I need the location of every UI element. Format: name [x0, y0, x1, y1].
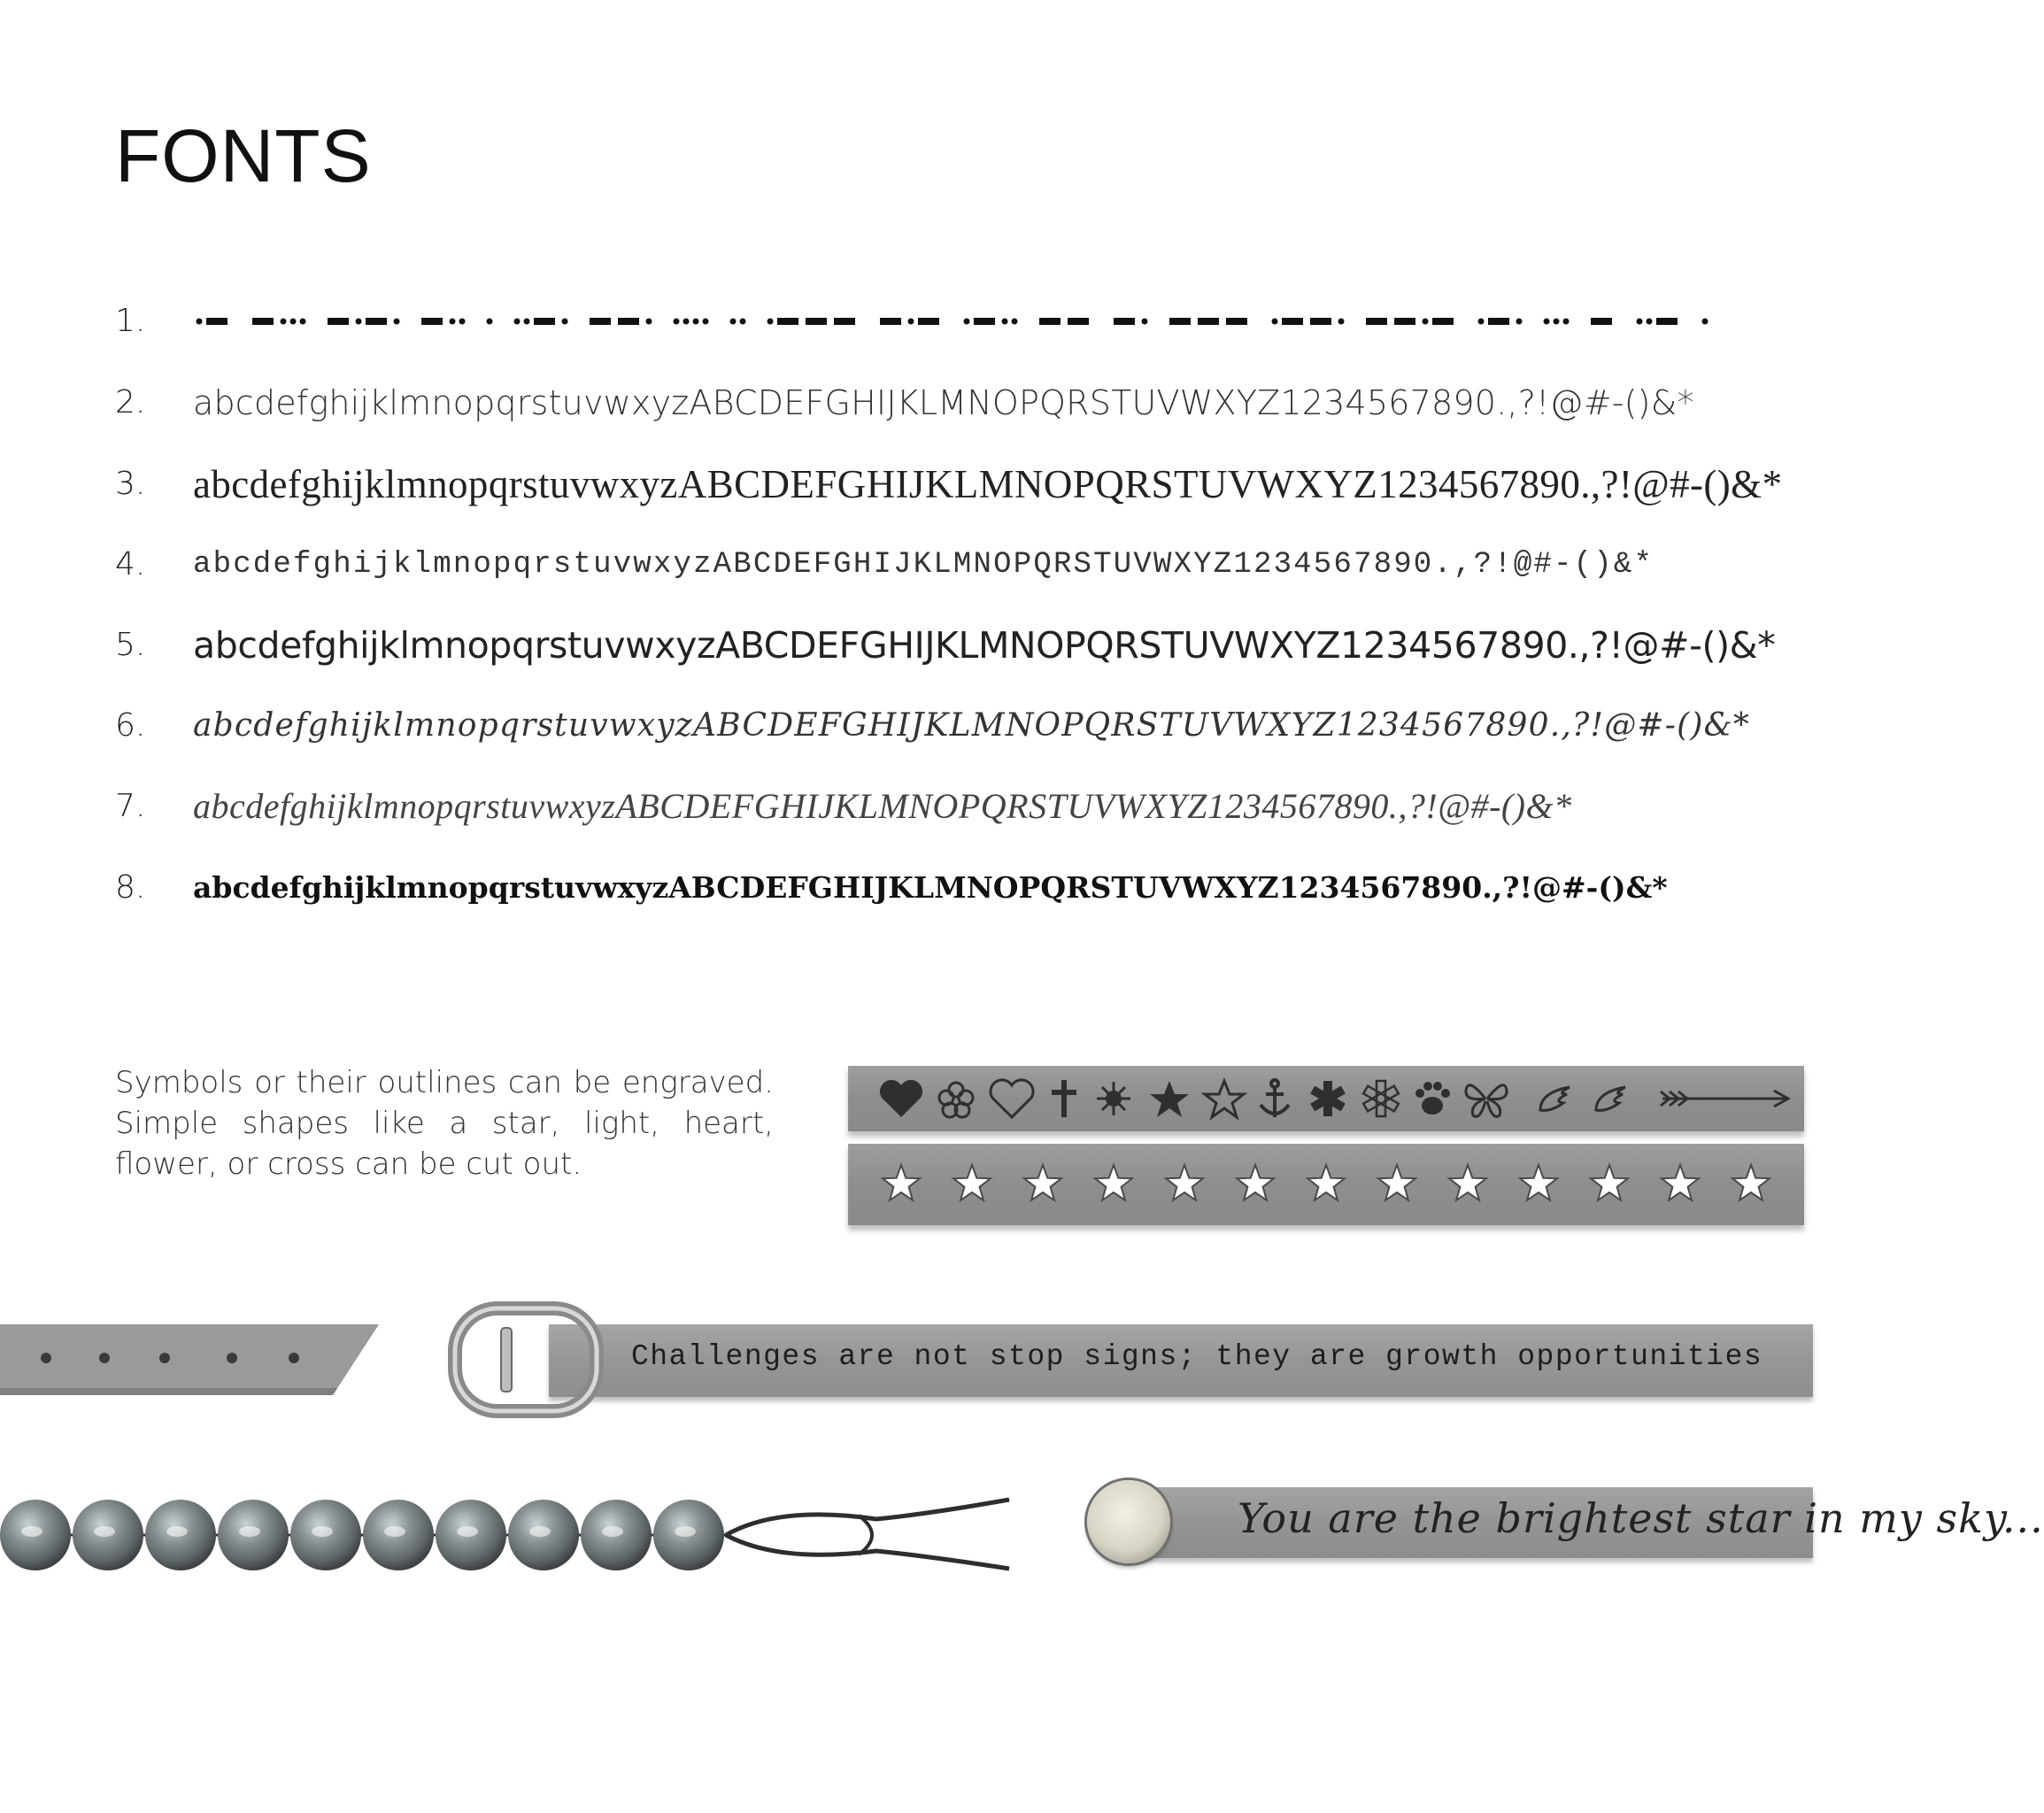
bead-highlight [529, 1526, 551, 1537]
bead-highlight [384, 1526, 405, 1537]
font-sample: abcdefghijklmnopqrstuvwxyzABCDEFGHIJKLMNOPQRSTUVWXYZ1234567890.,?!@#-()&* [193, 548, 1654, 582]
morse-dash [328, 318, 349, 325]
bead-highlight [166, 1526, 188, 1537]
morse-dash [1310, 318, 1331, 325]
morse-dot [683, 319, 690, 325]
morse-dash [1114, 318, 1135, 325]
strap-engraving-text: You are the brightest star in my sky... [1238, 1494, 2044, 1542]
morse-dot [1702, 319, 1708, 325]
morse-dash [974, 318, 995, 325]
sliding-knot-cord [726, 1500, 1009, 1569]
font-number: 2. [115, 384, 146, 420]
flower-icon [939, 1083, 973, 1117]
paw-icon [1415, 1082, 1450, 1115]
medical-star-icon [1310, 1081, 1346, 1116]
star-cutout [1095, 1165, 1132, 1200]
star-filled-icon [1150, 1081, 1189, 1117]
bead-highlight [675, 1526, 696, 1537]
font-row-2 [115, 372, 1779, 434]
star-outline-icon [1205, 1081, 1244, 1117]
wing-right-icon [1596, 1087, 1625, 1110]
star-cutout [1024, 1165, 1061, 1200]
morse-dot [1002, 319, 1008, 325]
morse-dot [964, 319, 970, 325]
symbols-description: Symbols or their outlines can be engraved. Simple shapes like a star, light, heart, flower, or cross can be cut out. [115, 1065, 774, 1182]
morse-dash [252, 318, 274, 325]
font-row-4 [115, 534, 1779, 596]
morse-dot [300, 319, 306, 325]
font-row-1 [115, 290, 1779, 352]
icon-engraving-strap [848, 1066, 1804, 1131]
font-sample: abcdefghijklmnopqrstuvwxyzABCDEFGHIJKLMNOPQRSTUVWXYZ1234567890.,?!@#-()&* [193, 707, 1751, 744]
font-number: 4. [115, 546, 146, 582]
font-number: 6. [115, 707, 146, 744]
morse-dash [366, 318, 387, 325]
font-sample: abcdefghijklmnopqrstuvwxyzABCDEFGHIJKLMNOPQRSTUVWXYZ1234567890.,?!@#-()&* [193, 624, 1776, 667]
morse-dot [281, 319, 287, 325]
morse-dash [534, 318, 555, 325]
morse-dash [1432, 318, 1454, 325]
font-number: 8. [115, 869, 146, 906]
belt-hole [159, 1353, 170, 1363]
font-number: 1. [115, 303, 146, 339]
bead-highlight [239, 1526, 260, 1537]
sun-icon [1097, 1082, 1130, 1115]
morse-dot [646, 319, 652, 325]
morse-dot [674, 319, 680, 325]
font-sample: abcdefghijklmnopqrstuvwxyzABCDEFGHIJKLMNOPQRSTUVWXYZ1234567890.,?!@#-()&* [193, 462, 1783, 506]
morse-dot [197, 319, 203, 325]
star-cutout [953, 1165, 991, 1200]
bead-highlight [21, 1526, 42, 1537]
morse-dot [290, 319, 297, 325]
bead-highlight [94, 1526, 115, 1537]
font-number: 5. [115, 627, 146, 663]
star-cutout [1591, 1165, 1628, 1200]
font-row-3 [115, 453, 1783, 515]
morse-dot [1563, 319, 1570, 325]
font-sample: abcdefghijklmnopqrstuvwxyzABCDEFGHIJKLMNOPQRSTUVWXYZ1234567890.,?!@#-()&* [193, 786, 1572, 826]
morse-dash [1591, 318, 1612, 325]
bead-bracelet [0, 1480, 1027, 1586]
belt-hole [289, 1353, 299, 1363]
engraved-icons [848, 1066, 1804, 1131]
morse-code-sample [193, 299, 1769, 343]
belt-hole [99, 1353, 110, 1363]
morse-dash [1488, 318, 1509, 325]
medical-star-outline-icon [1363, 1081, 1399, 1116]
bead-highlight [457, 1526, 478, 1537]
font-row-8 [115, 857, 1779, 919]
star-cutout-strap [848, 1144, 1804, 1225]
morse-dot [450, 319, 456, 325]
page-title: FONTS [115, 114, 372, 197]
morse-dot [1338, 319, 1345, 325]
star-cutout [1449, 1165, 1486, 1200]
anchor-icon [1261, 1080, 1289, 1117]
morse-dot [514, 319, 521, 325]
morse-dash [1198, 318, 1219, 325]
snap-button [1087, 1480, 1170, 1563]
star-cutout [883, 1165, 920, 1200]
morse-dot [1272, 319, 1278, 325]
star-cutout [1732, 1165, 1770, 1200]
morse-dash [1169, 318, 1191, 325]
font-row-7 [115, 775, 1779, 837]
morse-dot [356, 319, 362, 325]
belt-hole [41, 1353, 51, 1363]
font-number: 7. [115, 788, 146, 824]
belt-buckle [448, 1301, 605, 1418]
heart-filled-icon [880, 1080, 922, 1117]
morse-dot [459, 319, 466, 325]
star-cutouts [848, 1144, 1804, 1225]
morse-dash [880, 318, 901, 325]
bead-highlight [312, 1526, 333, 1537]
font-sample: abcdefghijklmnopqrstuvwxyzABCDEFGHIJKLMNOPQRSTUVWXYZ1234567890.,?!@#-()&* [193, 870, 1668, 905]
morse-dash [1394, 318, 1415, 325]
morse-dot [1554, 319, 1560, 325]
morse-dash [834, 318, 855, 325]
morse-dot [693, 319, 699, 325]
heart-outline-icon [991, 1080, 1033, 1117]
butterfly-icon [1466, 1085, 1507, 1117]
star-cutout [1307, 1165, 1345, 1200]
wing-left-icon [1540, 1087, 1570, 1110]
morse-dot [562, 319, 568, 325]
belt-engraving-text: Challenges are not stop signs; they are growth opportunities [631, 1340, 1763, 1373]
morse-dot [1637, 319, 1643, 325]
morse-dash [1656, 318, 1678, 325]
morse-dash [777, 318, 798, 325]
morse-dash [1226, 318, 1247, 325]
morse-dot [1478, 319, 1485, 325]
snap-button-strap [1140, 1487, 2044, 1558]
belt-tail [0, 1321, 386, 1400]
font-row-5 [115, 614, 1779, 676]
morse-dash [421, 318, 443, 325]
morse-dot [908, 319, 914, 325]
star-cutout [1237, 1165, 1274, 1200]
star-cutout [1520, 1165, 1557, 1200]
morse-dash [1366, 318, 1387, 325]
morse-dash [1039, 318, 1061, 325]
morse-dash [918, 318, 939, 325]
morse-dot [730, 319, 737, 325]
morse-dash [806, 318, 827, 325]
morse-dot [524, 319, 530, 325]
morse-dot [1012, 319, 1018, 325]
morse-dot [1142, 319, 1148, 325]
font-number: 3. [115, 466, 146, 502]
morse-dot [740, 319, 746, 325]
star-cutout [1166, 1165, 1203, 1200]
font-row-6 [115, 695, 1779, 757]
morse-dash [590, 318, 611, 325]
belt-hole [227, 1353, 237, 1363]
morse-dot [1423, 319, 1429, 325]
morse-dash [618, 318, 639, 325]
morse-dot [1544, 319, 1550, 325]
morse-dot [487, 319, 493, 325]
morse-dot [1647, 319, 1653, 325]
morse-dash [206, 318, 228, 325]
morse-dot [1516, 319, 1523, 325]
star-cutout [1378, 1165, 1415, 1200]
cross-icon [1052, 1080, 1076, 1117]
bead-highlight [602, 1526, 623, 1537]
arrow-icon [1661, 1091, 1788, 1107]
morse-dot [703, 319, 709, 325]
morse-dash [1068, 318, 1089, 325]
morse-dot [767, 319, 774, 325]
font-sample: abcdefghijklmnopqrstuvwxyzABCDEFGHIJKLMNOPQRSTUVWXYZ1234567890.,?!@#-()&* [193, 383, 1694, 422]
star-cutout [1662, 1165, 1699, 1200]
morse-dash [1282, 318, 1303, 325]
engraved-belt-strap [549, 1324, 1813, 1397]
morse-dot [394, 319, 400, 325]
